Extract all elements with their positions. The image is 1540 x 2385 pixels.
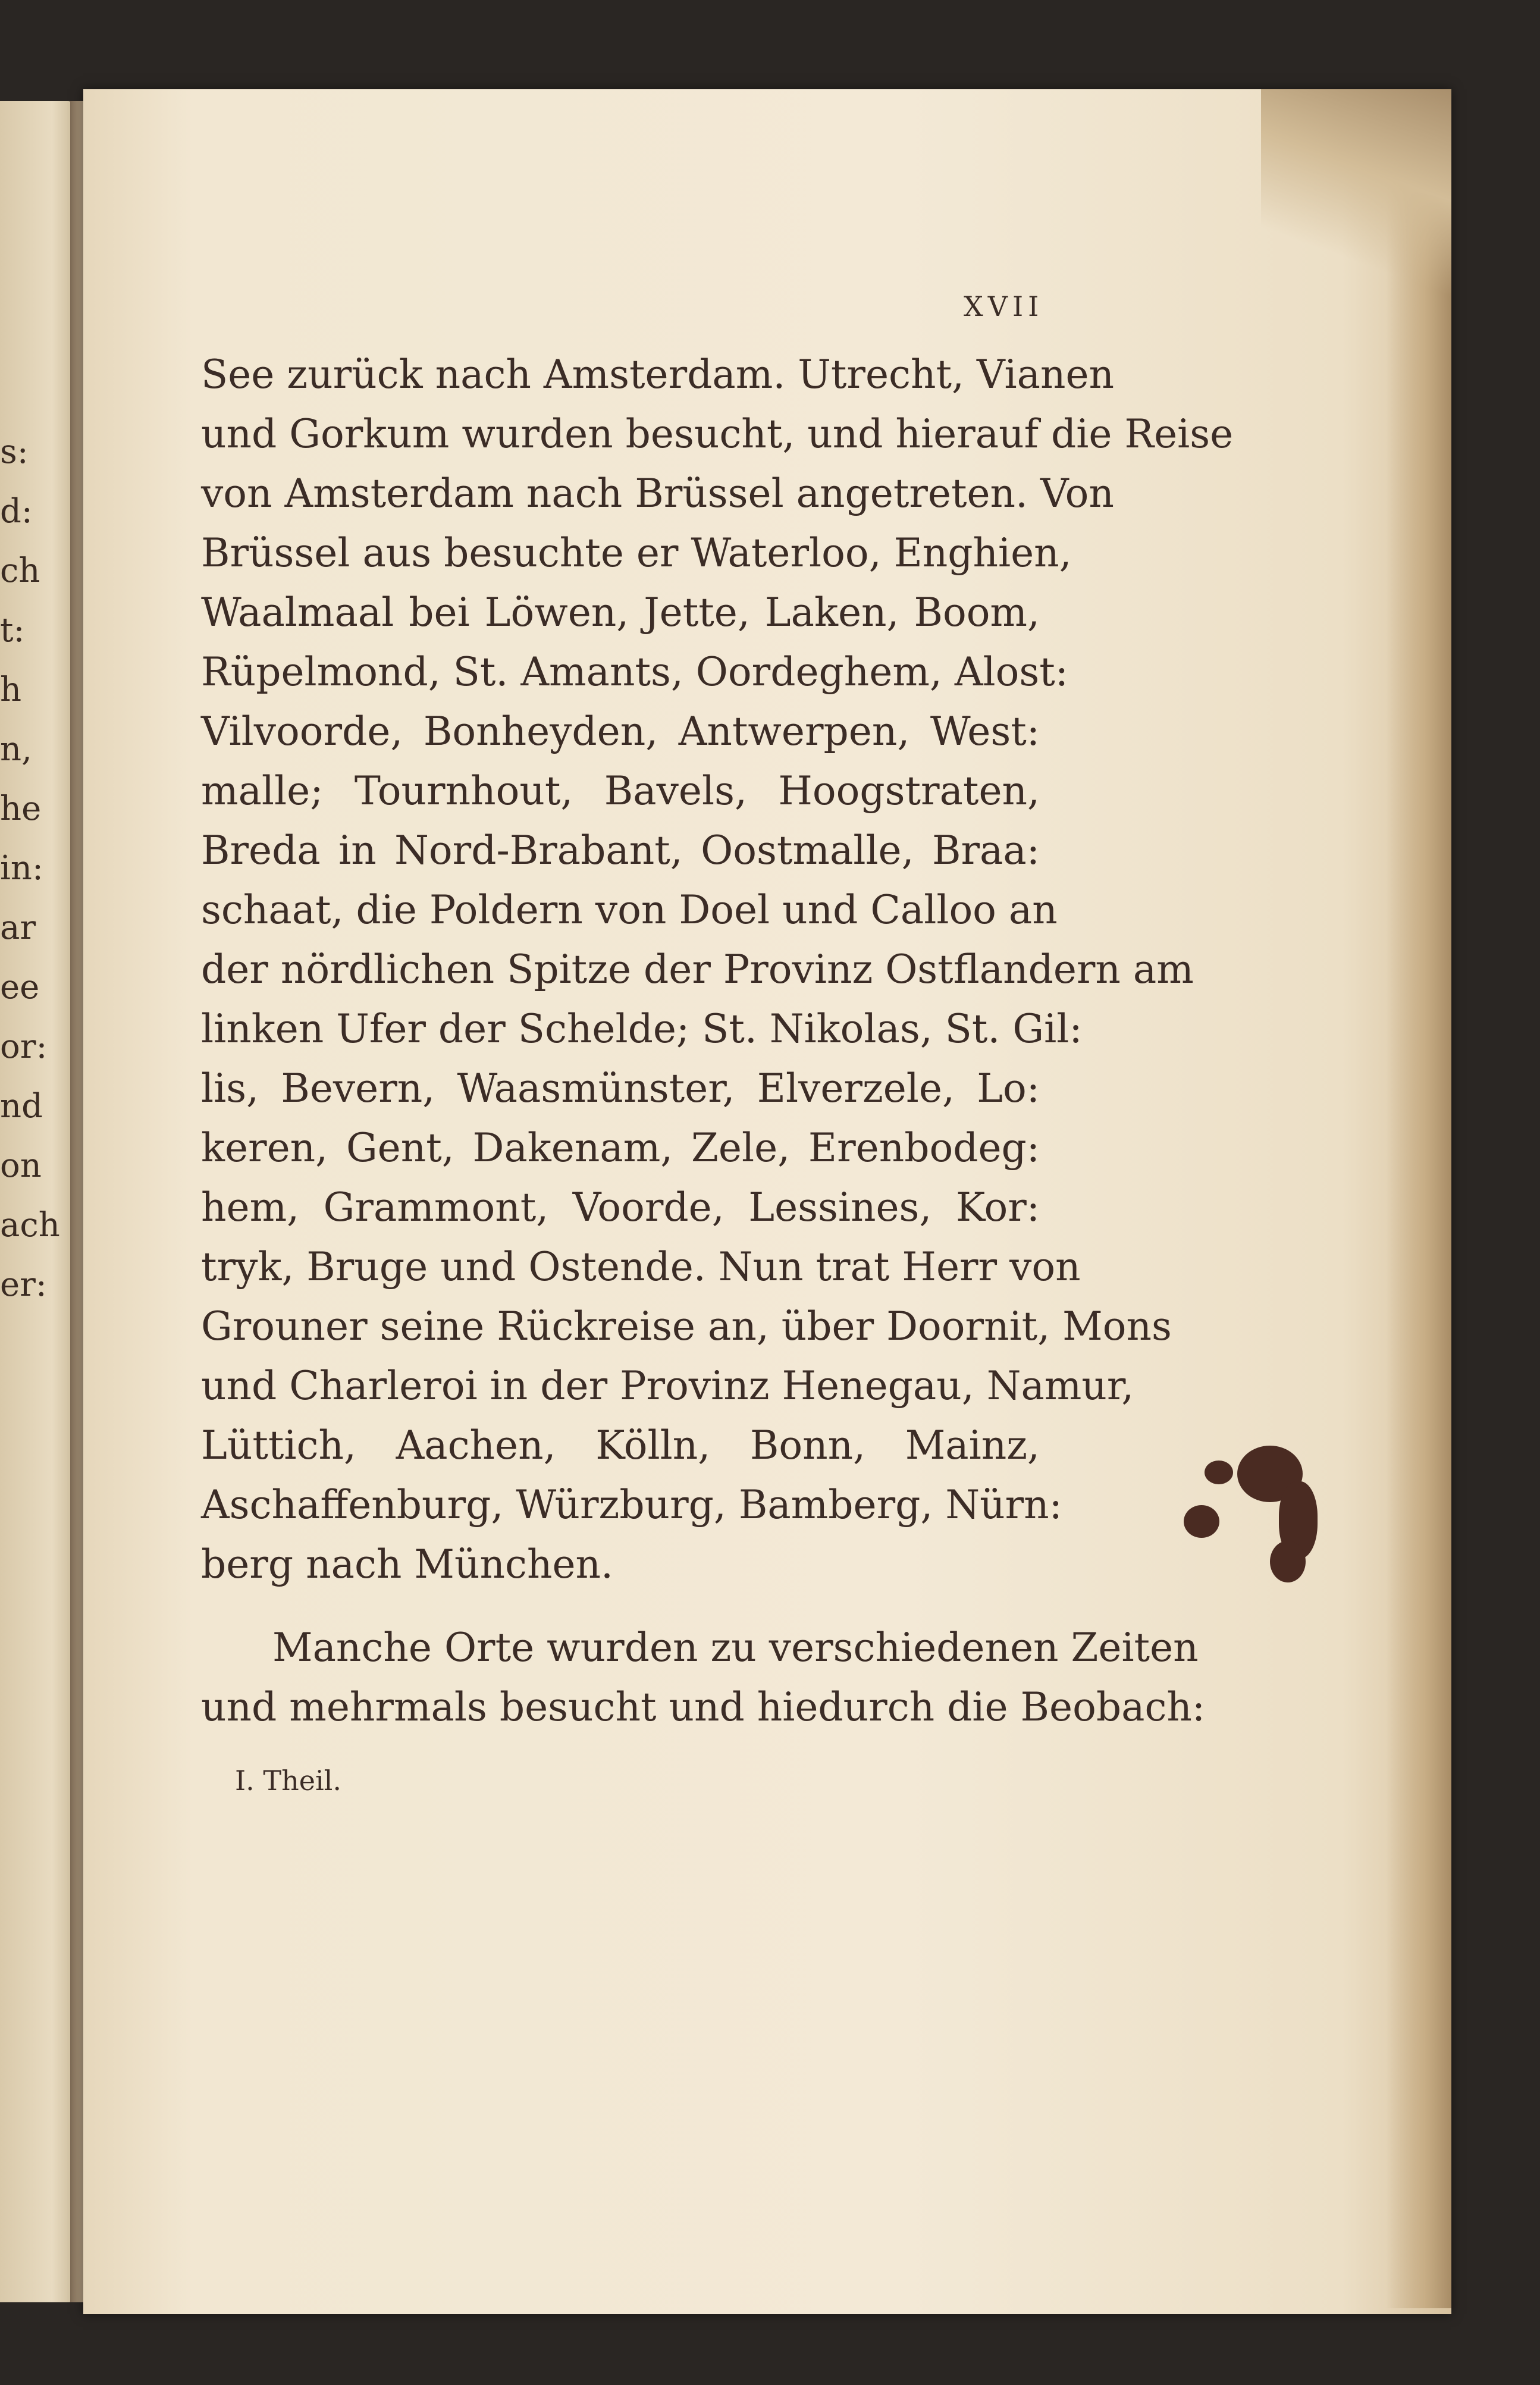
text-line: keren, Gent, Dakenam, Zele, Erenbodeg:: [201, 1125, 1040, 1171]
text-line: Breda in Nord-Brabant, Oostmalle, Braa:: [201, 828, 1040, 873]
left-page-fragment: nd: [0, 1087, 43, 1126]
left-page-fragment: d:: [0, 492, 33, 531]
worn-page-corner: [1261, 89, 1451, 339]
text-line: See zurück nach Amsterdam. Utrecht, Vianen: [201, 352, 1115, 397]
signature-mark: I. Theil.: [235, 1765, 341, 1797]
text-line: lis, Bevern, Waasmünster, Elverzele, Lo:: [201, 1065, 1040, 1111]
text-line: malle; Tournhout, Bavels, Hoogstraten,: [201, 768, 1040, 814]
left-page-fragment: ach: [0, 1206, 60, 1245]
text-line: Aschaffenburg, Würzburg, Bamberg, Nürn:: [201, 1482, 1062, 1528]
text-line: Vilvoorde, Bonheyden, Antwerpen, West:: [201, 709, 1040, 754]
body-text: [201, 345, 1234, 1737]
left-page-fragment: ee: [0, 968, 40, 1007]
page-edge-shadow: [1386, 107, 1451, 2308]
left-page-fragment: ar: [0, 908, 36, 947]
text-line: linken Ufer der Schelde; St. Nikolas, St. Gil:: [201, 1006, 1083, 1052]
left-page-edge: [0, 101, 74, 2302]
text-line: und Charleroi in der Provinz Henegau, Namur,: [201, 1363, 1134, 1409]
left-page-fragment: s:: [0, 433, 29, 471]
text-line: von Amsterdam nach Brüssel angetreten. Von: [201, 471, 1114, 516]
ink-stain: [1205, 1461, 1233, 1484]
text-line: Brüssel aus besuchte er Waterloo, Enghien,: [201, 530, 1072, 576]
text-line: tryk, Bruge und Ostende. Nun trat Herr von: [201, 1244, 1081, 1290]
paragraph-2: [201, 1618, 1206, 1737]
left-page-fragment: n,: [0, 730, 32, 769]
text-line: hem, Grammont, Voorde, Lessines, Kor:: [201, 1184, 1040, 1230]
text-line: schaat, die Poldern von Doel und Calloo an: [201, 887, 1058, 933]
left-page-fragment: t:: [0, 611, 25, 650]
text-line: Waalmaal bei Löwen, Jette, Laken, Boom,: [201, 590, 1040, 635]
left-page-fragment: h: [0, 670, 22, 709]
text-line: und Gorkum wurden besucht, und hierauf die Reise: [201, 411, 1234, 457]
left-page-fragment: ch: [0, 551, 40, 590]
left-page-fragment: on: [0, 1146, 42, 1185]
left-page-fragment: in:: [0, 849, 43, 888]
ink-stain: [1270, 1541, 1306, 1582]
text-line: Grouner seine Rückreise an, über Doornit, Mons: [201, 1303, 1172, 1349]
text-line: Rüpelmond, St. Amants, Oordeghem, Alost:: [201, 649, 1068, 695]
text-line: berg nach München.: [201, 1541, 613, 1587]
left-page-fragment: er:: [0, 1265, 47, 1304]
text-line: Manche Orte wurden zu verschiedenen Zeiten: [272, 1625, 1199, 1671]
paragraph-1: [201, 345, 1234, 1594]
text-line: der nördlichen Spitze der Provinz Ostflandern am: [201, 947, 1194, 992]
ink-stain: [1184, 1505, 1219, 1538]
left-page-fragment: or:: [0, 1027, 48, 1066]
text-line: Lüttich, Aachen, Kölln, Bonn, Mainz,: [201, 1422, 1040, 1468]
left-page-text-fragments: [0, 422, 60, 1315]
page-number: XVII: [964, 290, 1044, 322]
left-page-fragment: he: [0, 789, 42, 828]
text-line: und mehrmals besucht und hiedurch die Beobach:: [201, 1684, 1206, 1730]
